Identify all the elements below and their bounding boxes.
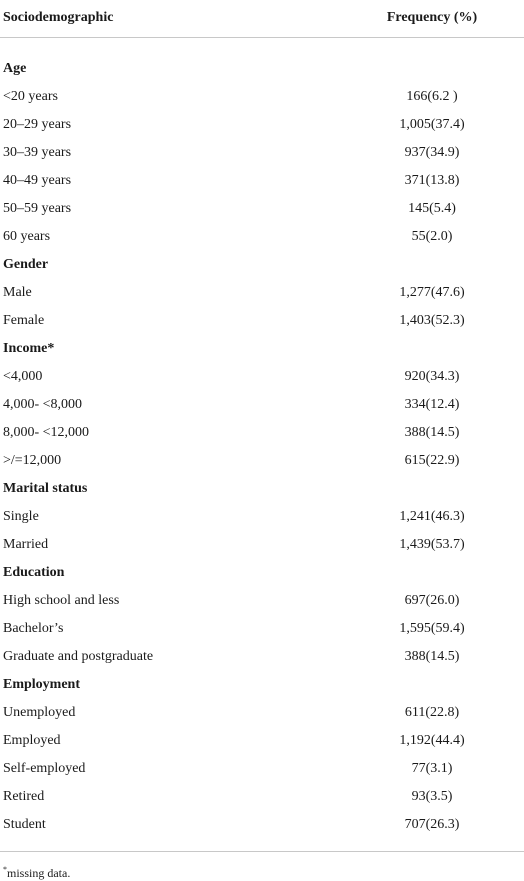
row-label: >/=12,000 [3, 453, 62, 468]
section-header-row [0, 559, 524, 587]
table-row [0, 391, 524, 419]
section-header-row [0, 671, 524, 699]
section-label: Gender [3, 257, 49, 272]
table-row [0, 503, 524, 531]
frequency-value: 371(13.8) [404, 173, 460, 188]
header-frequency: Frequency (%) [386, 10, 478, 26]
row-label: <4,000 [3, 369, 43, 384]
section-label: Education [3, 565, 65, 580]
table-row [0, 643, 524, 671]
table-row [0, 111, 524, 139]
row-label: High school and less [3, 593, 120, 608]
section-header-row [0, 335, 524, 363]
frequency-value: 1,192(44.4) [399, 733, 465, 748]
header-sociodemographic: Sociodemographic [3, 10, 114, 26]
frequency-value [304, 251, 524, 279]
frequency-value: 166(6.2 ) [406, 89, 458, 104]
header-row [0, 0, 524, 37]
frequency-value: 77(3.1) [411, 761, 453, 776]
frequency-value [304, 335, 524, 363]
frequency-value [304, 671, 524, 699]
row-label: Male [3, 285, 32, 300]
frequency-value: 920(34.3) [404, 369, 460, 384]
frequency-value: 1,241(46.3) [399, 509, 465, 524]
table-row [0, 531, 524, 559]
frequency-value: 145(5.4) [408, 201, 456, 216]
frequency-value [304, 475, 524, 503]
table-row [0, 223, 524, 251]
row-label: Unemployed [3, 705, 76, 720]
frequency-value: 611(22.8) [404, 705, 460, 720]
table-body [0, 37, 524, 851]
frequency-value: 1,277(47.6) [399, 285, 465, 300]
row-label: 8,000- <12,000 [3, 425, 90, 440]
section-label: Marital status [3, 481, 88, 496]
table-row [0, 727, 524, 755]
section-label: Age [3, 61, 27, 77]
table-row [0, 139, 524, 167]
table-row [0, 83, 524, 111]
table-row [0, 167, 524, 195]
row-label: Female [3, 313, 45, 328]
row-label: 20–29 years [3, 117, 72, 132]
table-header [0, 0, 524, 37]
frequency-value: 388(14.5) [404, 425, 460, 440]
row-label: 30–39 years [3, 145, 72, 160]
frequency-value: 334(12.4) [404, 397, 460, 412]
table-row [0, 279, 524, 307]
row-label: Employed [3, 733, 61, 748]
section-header-row [0, 37, 524, 83]
table-row [0, 811, 524, 851]
frequency-value: 707(26.3) [404, 816, 460, 832]
section-header-row [0, 251, 524, 279]
table-row [0, 419, 524, 447]
frequency-value: 93(3.5) [411, 789, 453, 804]
table-row [0, 699, 524, 727]
table-row [0, 615, 524, 643]
row-label: Married [3, 537, 49, 552]
table-row [0, 447, 524, 475]
row-label: Self-employed [3, 761, 86, 776]
frequency-value: 55(2.0) [411, 229, 453, 244]
table-row [0, 783, 524, 811]
frequency-value [304, 37, 524, 83]
frequency-value: 937(34.9) [404, 145, 460, 160]
frequency-value: 1,005(37.4) [399, 117, 465, 132]
footnote [0, 866, 524, 881]
footnote-marker: * [3, 864, 7, 874]
frequency-value: 1,595(59.4) [399, 621, 465, 636]
section-label: Income* [3, 341, 55, 356]
row-label: 4,000- <8,000 [3, 397, 83, 412]
footnote-text: missing data. [7, 865, 71, 880]
frequency-value: 615(22.9) [404, 453, 460, 468]
section-label: Employment [3, 677, 80, 692]
table-row [0, 363, 524, 391]
row-label: Retired [3, 789, 45, 804]
frequency-value: 697(26.0) [404, 593, 460, 608]
frequency-value: 1,403(52.3) [399, 313, 465, 328]
row-label: 40–49 years [3, 173, 72, 188]
row-label: 50–59 years [3, 201, 72, 216]
table-row [0, 195, 524, 223]
frequency-value [304, 559, 524, 587]
row-label: Student [3, 816, 46, 832]
frequency-value: 1,439(53.7) [399, 537, 465, 552]
row-label: Bachelor’s [3, 621, 64, 636]
section-header-row [0, 475, 524, 503]
row-label: Single [3, 509, 39, 524]
table-row [0, 307, 524, 335]
frequency-value: 388(14.5) [404, 649, 460, 664]
table-row [0, 587, 524, 615]
row-label: <20 years [3, 89, 58, 104]
row-label: Graduate and postgraduate [3, 649, 154, 664]
table-row [0, 755, 524, 783]
row-label: 60 years [3, 229, 51, 244]
